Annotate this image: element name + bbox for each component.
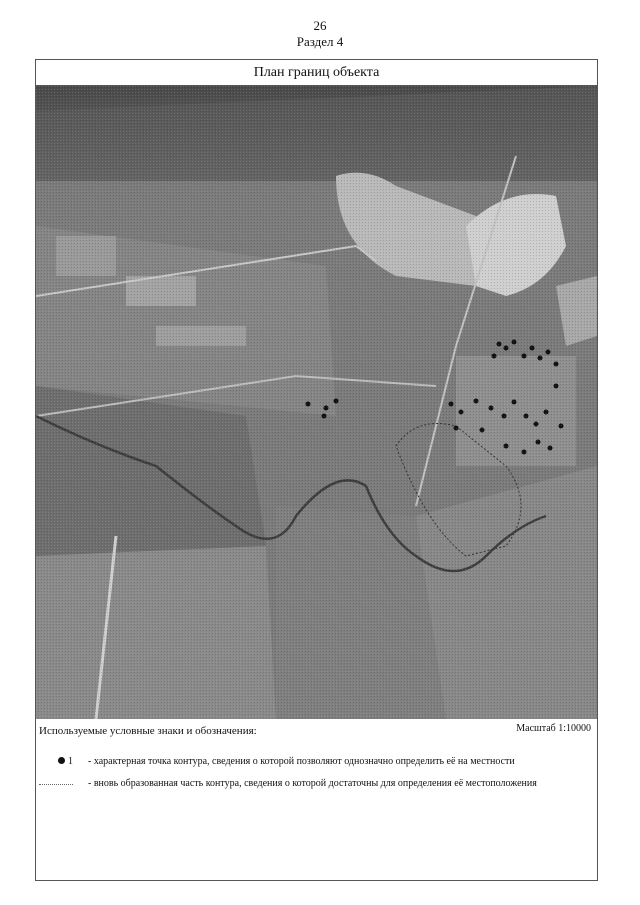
dotted-line-icon [39, 784, 73, 785]
legend-text-line: - вновь образованная часть контура, сведения о которой достаточны для определения её местоположения [88, 778, 537, 789]
section-title: Раздел 4 [296, 34, 344, 49]
aerial-map [36, 86, 597, 719]
plan-frame [35, 59, 598, 881]
legend-title: Используемые условные знаки и обозначения: [39, 725, 257, 737]
scale-label: Масштаб 1:10000 [516, 723, 591, 734]
plan-title: План границ объекта [36, 60, 597, 86]
legend-text-point: - характерная точка контура, сведения о которой позволяют однозначно определить её на местности [88, 756, 515, 767]
page-number: 26 [313, 18, 327, 33]
point-icon [58, 757, 65, 764]
point-number: 1 [68, 756, 73, 767]
